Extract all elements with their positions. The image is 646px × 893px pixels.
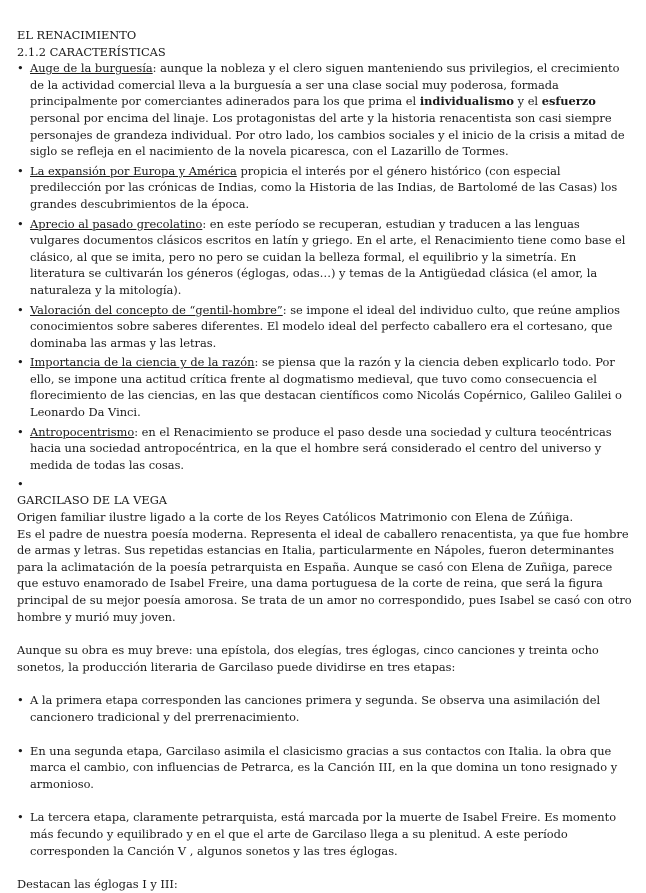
list-item — [17, 60, 632, 160]
stage-item: • En una segunda etapa, Garcilaso asimila el clasicismo gracias a sus contactos con Italia. la obra que marca el cambio, con influencias de Petrarca, es la Canción III, en la que domina un tono resignado y armonioso. — [17, 743, 632, 793]
spacer — [17, 792, 632, 809]
item-term: Antropocentrismo — [30, 424, 135, 439]
bio-paragraph: Es el padre de nuestra poesía moderna. Representa el ideal de caballero renacentista, ya que fue hombre de armas y letras. Sus repetidas estancias en Italia, particularmente en Nápoles, fueron determinantes para la aclimatación de la poesía petrarquista en España. Aunque se casó con Elena de Zuñiga, parece que estuvo enamorado de Isabel Freire, una dama portuguesa de la corte de reina, que será la figura principal de su mejor poesía amorosa. Se trata de un amor no correspondido, pues Isabel se casó con otro hombre y murió muy joven. — [17, 526, 632, 624]
bold-term: esfuerzo — [541, 94, 596, 109]
item-term: Aprecio al pasado grecolatino — [30, 216, 203, 231]
list-item — [17, 216, 632, 299]
item-text: : en el Renacimiento se produce el paso desde una sociedad y cultura teocéntricas hacia una sociedad antropocéntrica, en la que el hombre será considerado el centro del universo y medida de todas las cosas. — [30, 424, 612, 472]
list-item — [17, 163, 632, 213]
item-term: Importancia de la ciencia y de la razón — [30, 355, 255, 370]
item-text: propicia el interés por el género histórico (con especial predilección por las crónicas de Indias, como la Historia de las Indias, de Bartolomé de las Casas) los grandes descubrimientos de la época. — [30, 163, 618, 211]
spacer — [17, 675, 632, 692]
eclogues-line: Destacan las églogas I y III: — [17, 877, 178, 892]
item-term: Auge de la burguesía — [30, 61, 153, 76]
origin-paragraph: Origen familiar ilustre ligado a la corte de los Reyes Católicos Matrimonio con Elena de Zúñiga. — [17, 510, 574, 525]
item-term: Valoración del concepto de “gentil-hombre” — [30, 302, 283, 317]
document-page — [17, 27, 632, 893]
empty-bullet — [17, 476, 632, 492]
works-paragraph: Aunque su obra es muy breve: una epístola, dos elegías, tres églogas, cinco canciones y treinta ocho sonetos, la producción literaria de Garcilaso puede dividirse en tres etapas: — [17, 643, 599, 674]
section-heading: 2.1.2 CARACTERÍSTICAS — [17, 44, 166, 59]
stage-item: • La tercera etapa, claramente petrarquista, está marcada por la muerte de Isabel Freire. Es momento más fecundo y equilibrado y en el que el arte de Garcilaso llega a su plenitud. A este período corresponden la Canción V , algunos sonetos y las tres églogas. — [17, 809, 632, 859]
item-text: y el — [514, 94, 542, 109]
author-heading: GARCILASO DE LA VEGA — [17, 493, 168, 508]
item-text: : en este período se recuperan, estudian y traducen a las lenguas vulgares documentos clásicos escritos en latín y griego. En el arte, el Renacimiento tiene como base el clásico, al que se imita, pero no pero se cuidan la belleza formal, el equilibrio y la simetría. En literatura se cultivarán los géneros (églogas, odas…) y temas de la Antigüedad clásica (el amor, la naturaleza y la mitología). — [30, 216, 626, 297]
item-term: La expansión por Europa y América — [30, 163, 237, 178]
spacer — [17, 859, 632, 876]
item-text: : se impone el ideal del individuo culto, que reúne amplios conocimientos sobre saberes diferentes. El modelo ideal del perfecto caballero era el cortesano, que dominaba las armas y las letras. — [30, 302, 620, 350]
spacer — [17, 726, 632, 743]
stage-item: • A la primera etapa corresponden las canciones primera y segunda. Se observa una asimilación del cancionero tradicional y del prerrenacimiento. — [17, 692, 632, 725]
document-title: EL RENACIMIENTO — [17, 28, 137, 42]
characteristics-list — [17, 60, 632, 473]
list-item — [17, 302, 632, 352]
item-text: personal por encima del linaje. Los protagonistas del arte y la historia renacentista son casi siempre personajes de grandeza individual. Por otro lado, los cambios sociales y el inicio de la crisis a mitad de siglo se refleja en el nacimiento de la novela picaresca, con el Lazarillo de Tormes. — [30, 110, 625, 159]
list-item — [17, 424, 632, 474]
spacer — [17, 625, 632, 642]
item-text: : aunque la nobleza y el clero siguen manteniendo sus privilegios, el crecimiento de la actividad comercial lleva a la burguesía a ser una clase social muy poderosa, formada principalmente por comerciantes adinerados para los que prima el — [30, 61, 620, 109]
list-item — [17, 354, 632, 420]
bold-term: individualismo — [419, 94, 515, 109]
item-text: : se piensa que la razón y la ciencia deben explicarlo todo. Por ello, se impone una actitud crítica frente al dogmatismo medieval, que tuvo como consecuencia el florecimiento de las ciencias, en las que destacan científicos como Nicolás Copérnico, Galileo Galilei o Leonardo Da Vinci. — [30, 355, 622, 420]
